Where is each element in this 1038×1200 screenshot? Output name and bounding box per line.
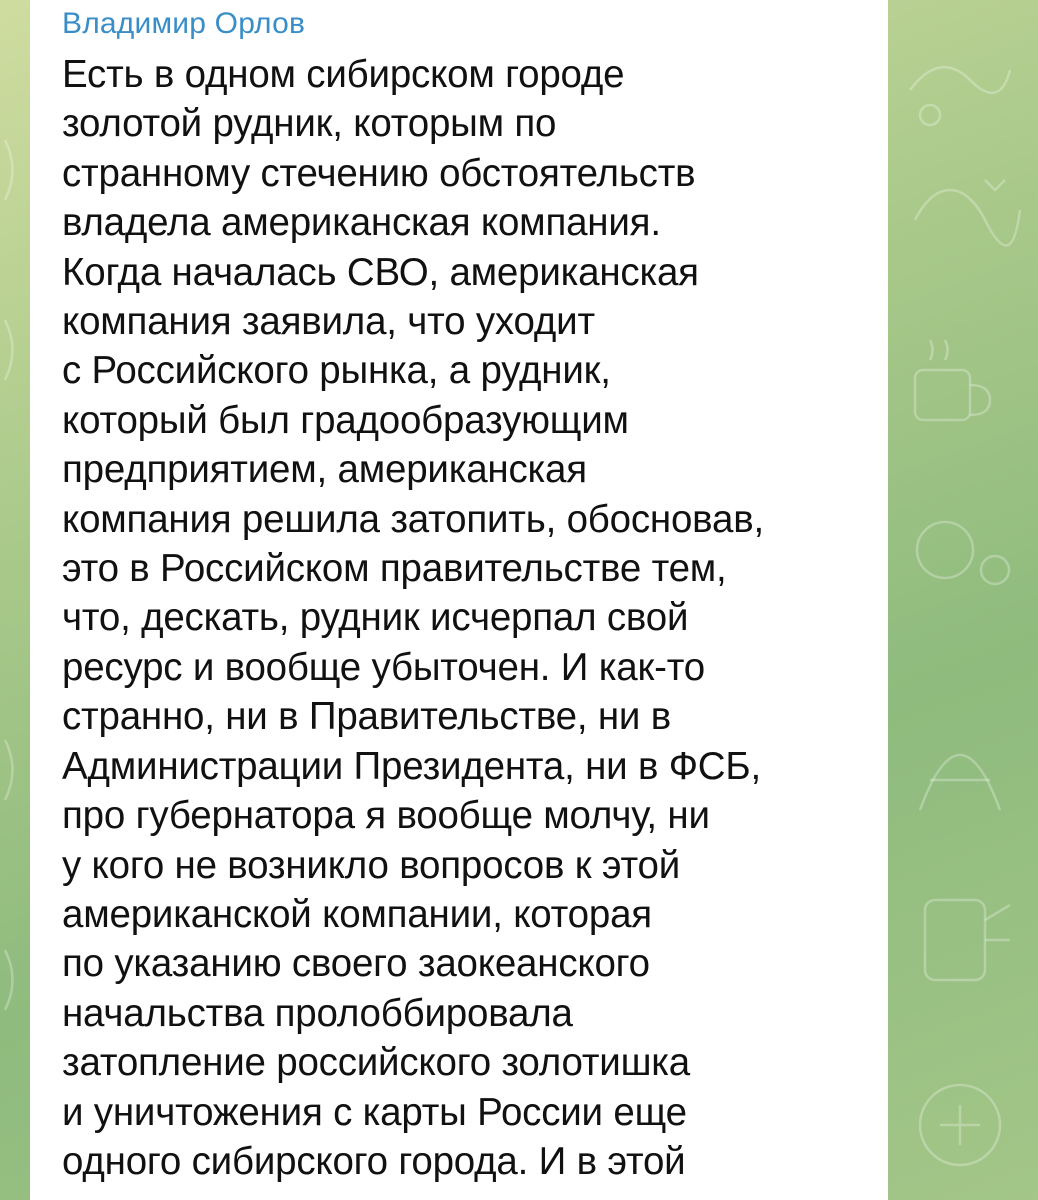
wallpaper-doodle-icon [905, 500, 1025, 610]
message-line: по указанию своего заокеанского [62, 942, 650, 986]
message-line: с Российского рынка, а рудник, [62, 349, 611, 393]
message-line: странно, ни в Правительстве, ни в [62, 695, 671, 739]
message-line: компания решила затопить, обосновав, [62, 497, 764, 541]
wallpaper-doodle-icon [900, 330, 1020, 440]
message-line: про губернатора я вообще молчу, ни [62, 794, 710, 838]
message-text [62, 50, 858, 1186]
wallpaper-doodle-icon [900, 40, 1020, 140]
wallpaper-doodle-icon [900, 690, 1020, 830]
message-line: и уничтожения с карты России еще [62, 1090, 687, 1134]
message-line: странному стечению обстоятельств [62, 151, 696, 195]
wallpaper-doodle-icon [905, 160, 1025, 260]
message-line: начальства пролоббировала [62, 991, 573, 1035]
message-line: который был градообразующим [62, 398, 629, 442]
message-bubble[interactable] [30, 0, 888, 1200]
wallpaper-doodle-icon [905, 880, 1025, 1000]
message-line: что, дескать, рудник исчерпал свой [62, 596, 689, 640]
message-line: золотой рудник, которым по [62, 102, 557, 146]
message-line: ресурс и вообще убыточен. И как-то [62, 645, 705, 689]
message-line: предприятием, американская [62, 448, 587, 492]
message-line: Когда началась СВО, американская [62, 250, 699, 294]
wallpaper-doodle-icon [0, 700, 30, 1100]
message-line: затопление российского золотишка [62, 1041, 690, 1085]
message-line: компания заявила, что уходит [62, 300, 595, 344]
wallpaper-doodle-icon [900, 1060, 1020, 1190]
sender-name[interactable]: Владимир Орлов [62, 7, 306, 40]
message-line: владела американская компания. [62, 201, 661, 245]
message-line: американской компании, которая [62, 892, 652, 936]
message-line: одного сибирского города. И в этой [62, 1139, 686, 1183]
message-line: у кого не возникло вопросов к этой [62, 843, 681, 887]
wallpaper-doodle-icon [0, 120, 30, 520]
message-line: Есть в одном сибирском городе [62, 53, 625, 96]
message-line: это в Российском правительстве тем, [62, 547, 727, 591]
message-line: Администрации Президента, ни в ФСБ, [62, 744, 761, 788]
